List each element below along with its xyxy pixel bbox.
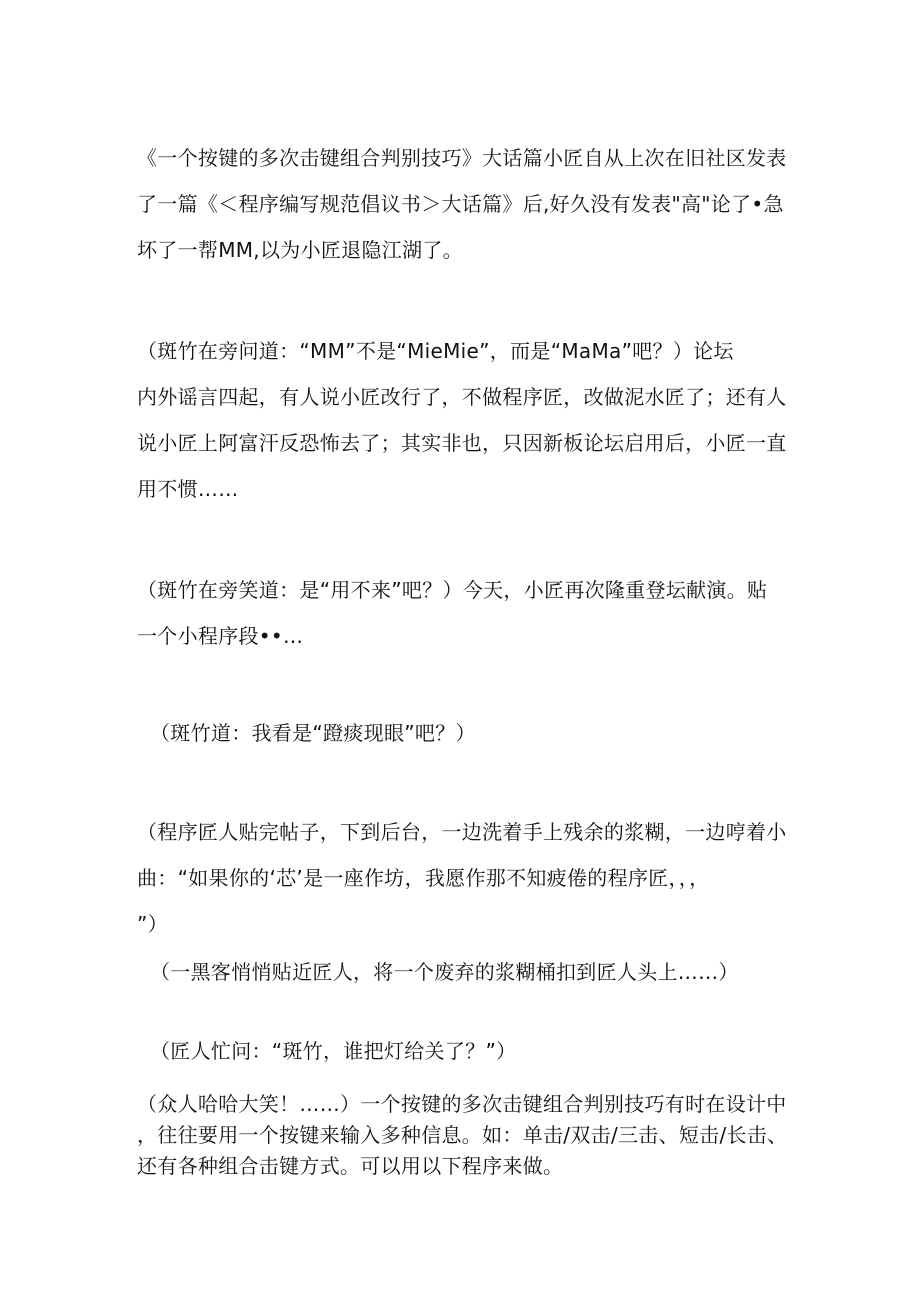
text-line: （程序匠人贴完帖子，下到后台，一边洗着手上残余的浆糊，一边哼着小 (137, 820, 787, 844)
text-line: ，往往要用一个按键来输入多种信息。如：单击/双击/三击、短击/长击、 (137, 1123, 788, 1147)
text-line: 一个小程序段••… (137, 624, 304, 648)
text-line: （众人哈哈大笑！……）一个按键的多次击键组合判别技巧有时在设计中 (137, 1092, 787, 1116)
text-line: （匠人忙问：“斑竹，谁把灯给关了？”） (150, 1039, 517, 1063)
text-line: 内外谣言四起，有人说小匠改行了，不做程序匠，改做泥水匠了；还有人 (137, 385, 787, 409)
text-line: 用不惯…… (137, 477, 239, 501)
text-line: 说小匠上阿富汗反恐怖去了；其实非也，只因新板论坛启用后，小匠一直 (137, 431, 787, 455)
text-line: （斑竹在旁笑道：是“用不来”吧？）今天，小匠再次隆重登坛献演。贴 (137, 578, 768, 602)
text-line: （斑竹在旁问道：“MM”不是“MieMie”，而是“MaMa”吧？）论坛 (137, 339, 734, 363)
text-line: （一黑客悄悄贴近匠人，将一个废弃的浆糊桶扣到匠人头上……） (150, 960, 739, 984)
text-line: 了一篇《＜程序编写规范倡议书＞大话篇》后,好久没有发表"高"论了•急 (137, 192, 784, 216)
text-line: （斑竹道：我看是“蹬痰现眼”吧？） (150, 721, 476, 745)
text-line: ”） (137, 912, 168, 936)
text-line: 还有各种组合击键方式。可以用以下程序来做。 (137, 1154, 564, 1178)
text-line: 坏了一帮MM,以为小匠退隐江湖了。 (137, 238, 463, 262)
text-line: 曲：“如果你的‘芯’是一座作坊，我愿作那不知疲倦的程序匠，，， (137, 866, 710, 890)
text-line: 《一个按键的多次击键组合判别技巧》大话篇小匠自从上次在旧社区发表 (137, 146, 787, 170)
